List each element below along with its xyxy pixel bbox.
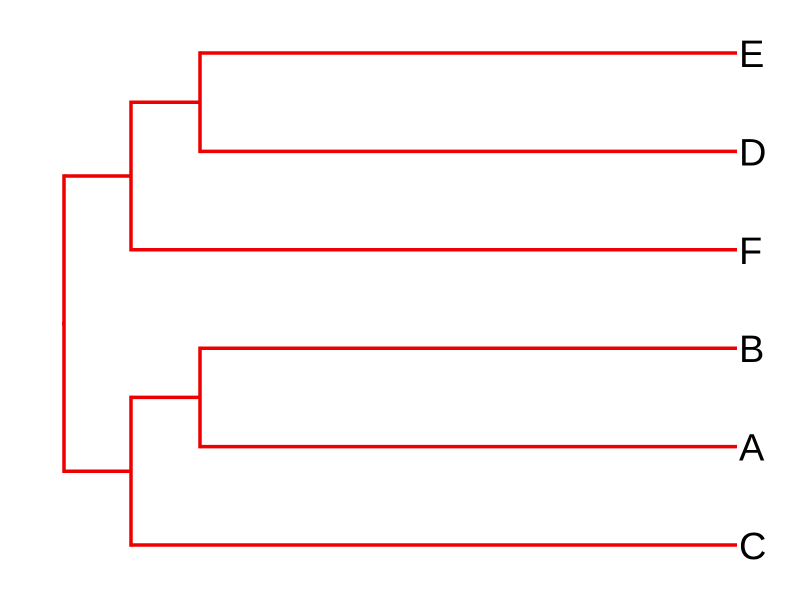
leaf-label-c: C: [739, 526, 767, 568]
leaf-label-a: A: [739, 427, 765, 470]
leaf-label-b: B: [739, 329, 765, 372]
leaf-label-d: D: [739, 132, 767, 175]
leaf-label-e: E: [739, 34, 765, 76]
dendrogram-branches: [62, 51, 737, 547]
dendrogram-labels: [739, 34, 766, 568]
leaf-label-f: F: [739, 230, 763, 273]
